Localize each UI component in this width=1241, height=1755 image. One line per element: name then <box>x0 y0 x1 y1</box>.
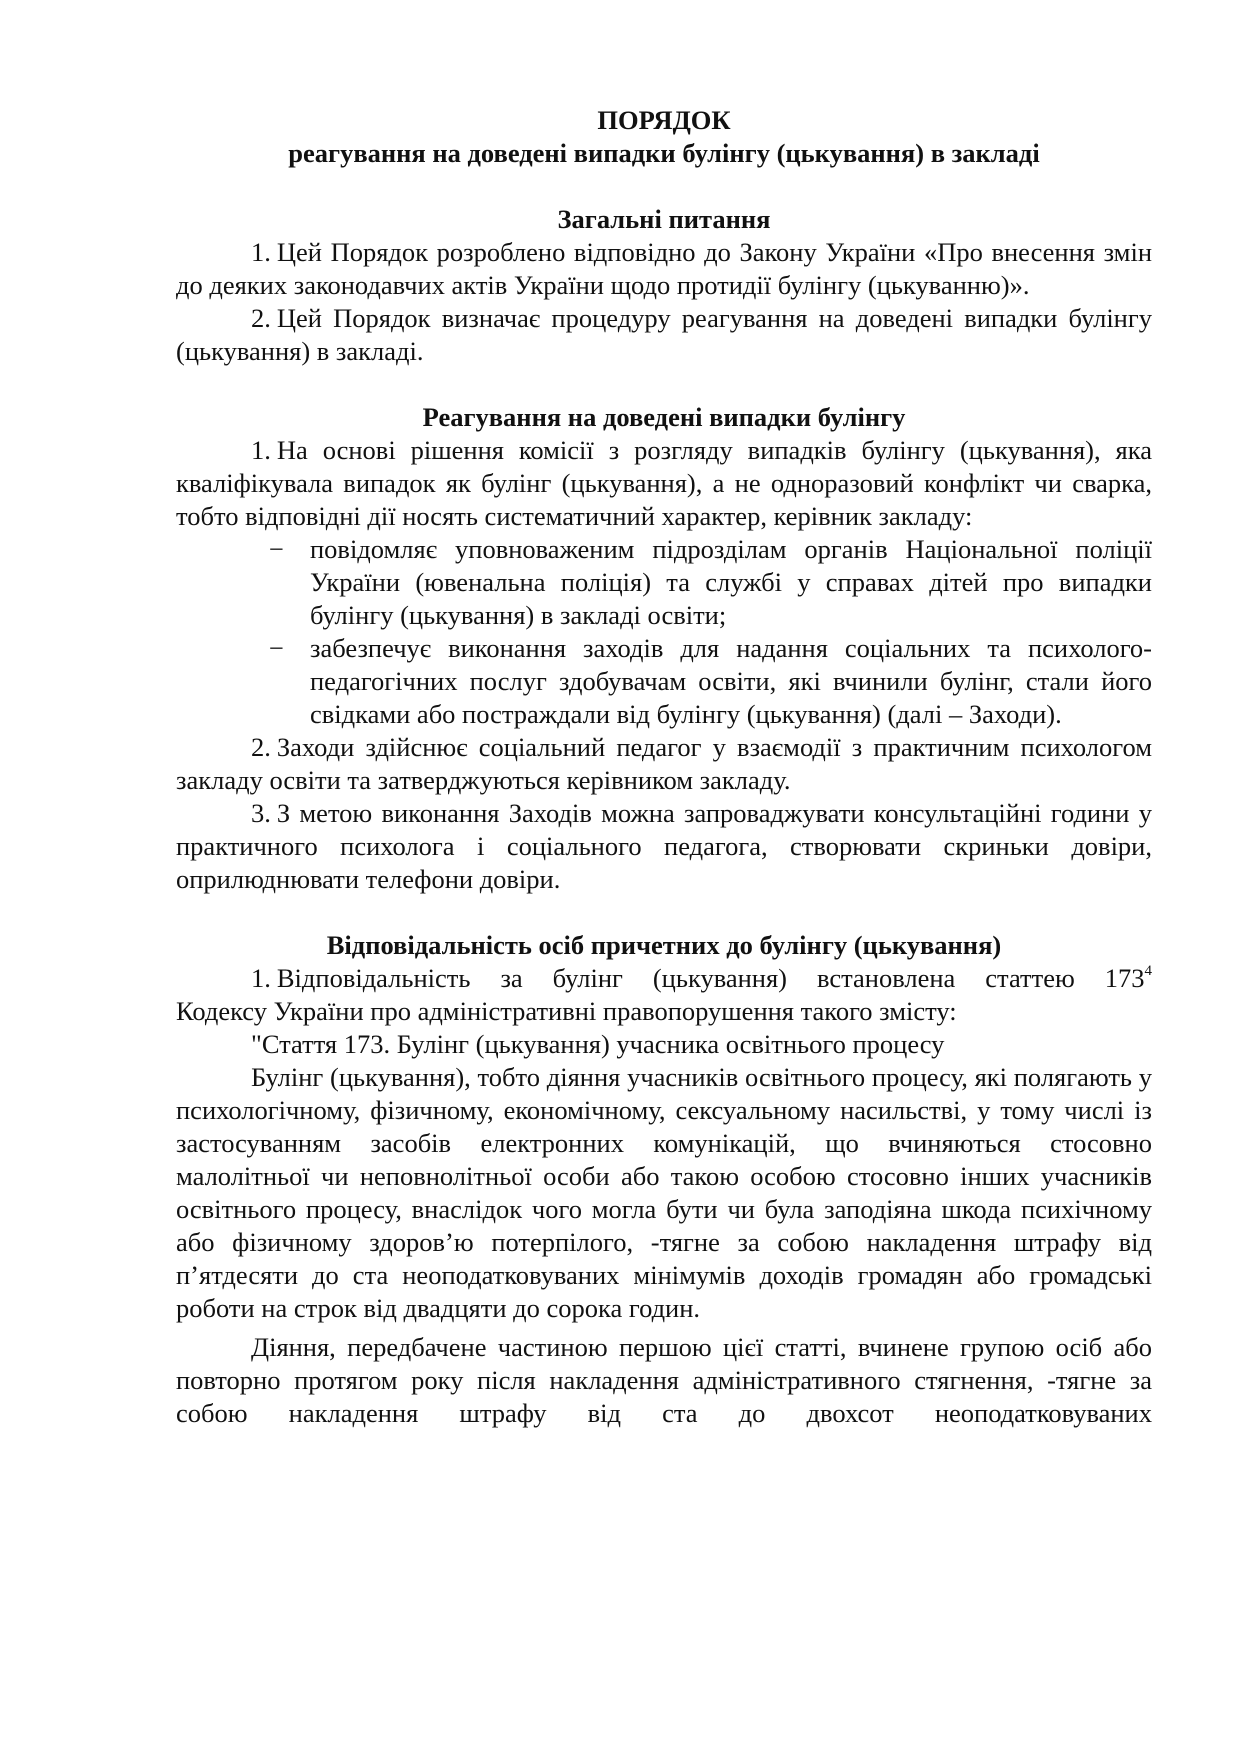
paragraph-continuation: Кодексу України про адміністративні правопорушення такого змісту: <box>176 996 957 1026</box>
paragraph <box>176 962 1152 995</box>
paragraph-number: 1. <box>251 435 271 465</box>
paragraph-text: Відповідальність за булінг (цькування) встановлена статтею 173 <box>276 963 1145 993</box>
document-title: ПОРЯДОК <box>597 105 731 135</box>
list-item-text: повідомляє уповноваженим підрозділам органів Національної поліції України (ювенальна поліція) та службі у справах дітей про випадки булінгу (цькування) в закладі освіти; <box>310 534 1152 630</box>
paragraph <box>176 302 1152 368</box>
article-heading: "Стаття 173. Булінг (цькування) учасника освітнього процесу <box>251 1029 945 1059</box>
section-heading-general: Загальні питання <box>557 204 771 234</box>
paragraph-text: Цей Порядок розроблено відповідно до Закону України «Про внесення змін до деяких законодавчих актів України щодо протидії булінгу (цькуванню)». <box>176 237 1152 300</box>
superscript: 4 <box>1144 963 1152 980</box>
section-heading-liability: Відповідальність осіб причетних до булінгу (цькування) <box>326 930 1002 960</box>
paragraph-number: 2. <box>251 732 271 762</box>
paragraph <box>176 434 1152 533</box>
dash-marker: − <box>269 534 284 564</box>
paragraph-text: З метою виконання Заходів можна запроваджувати консультаційні години у практичного психолога і соціального педагога, створювати скриньки довіри, оприлюднювати телефони довіри. <box>176 798 1152 894</box>
paragraph-number: 1. <box>251 237 271 267</box>
section-heading-response: Реагування на доведені випадки булінгу <box>422 402 906 432</box>
paragraph-number: 2. <box>251 303 271 333</box>
document-page <box>176 104 1152 1430</box>
paragraph-number: 1. <box>251 963 271 993</box>
list-item <box>269 533 1152 632</box>
list-item-text: забезпечує виконання заходів для надання соціальних та психолого-педагогічних послуг здобувачам освіти, які вчинили булінг, стали його свідками або постраждали від булінгу (цькування) (далі – Заходи). <box>310 633 1152 729</box>
paragraph-number: 3. <box>251 798 271 828</box>
paragraph: Діяння, передбачене частиною першою цієї статті, вчинене групою осіб або повторно протягом року після накладення адміністративного стягнення, -тягне за собою накладення штрафу від ста до двохсот неоподатковуваних <box>176 1332 1152 1428</box>
document-subtitle: реагування на доведені випадки булінгу (цькування) в закладі <box>288 138 1040 168</box>
dash-marker: − <box>269 633 284 663</box>
paragraph-text: На основі рішення комісії з розгляду випадків булінгу (цькування), яка кваліфікувала випадок як булінг (цькування), а не одноразовий конфлікт чи сварка, тобто відповідні дії носять систематичний характер, керівник закладу: <box>176 435 1152 531</box>
paragraph <box>176 797 1152 896</box>
paragraph: Булінг (цькування), тобто діяння учасників освітнього процесу, які полягають у психологічному, фізичному, економічному, сексуальному насильстві, у тому числі із застосуванням засобів електронних комунікацій, що вчиняються стосовно малолітньої чи неповнолітньої особи або такою особою стосовно інших учасників освітнього процесу, внаслідок чого могла бути чи була заподіяна шкода психічному або фізичному здоров’ю потерпілого, -тягне за собою накладення штрафу від п’ятдесяти до ста неоподатковуваних мінімумів доходів громадян або громадські роботи на строк від двадцяти до сорока годин. <box>176 1062 1152 1323</box>
paragraph <box>176 731 1152 797</box>
paragraph-text: Цей Порядок визначає процедуру реагування на доведені випадки булінгу (цькування) в закладі. <box>176 303 1152 366</box>
paragraph-text: Заходи здійснює соціальний педагог у взаємодії з практичним психологом закладу освіти та затверджуються керівником закладу. <box>176 732 1152 795</box>
paragraph <box>176 236 1152 302</box>
list-item <box>269 632 1152 731</box>
bullet-list <box>176 533 1152 731</box>
